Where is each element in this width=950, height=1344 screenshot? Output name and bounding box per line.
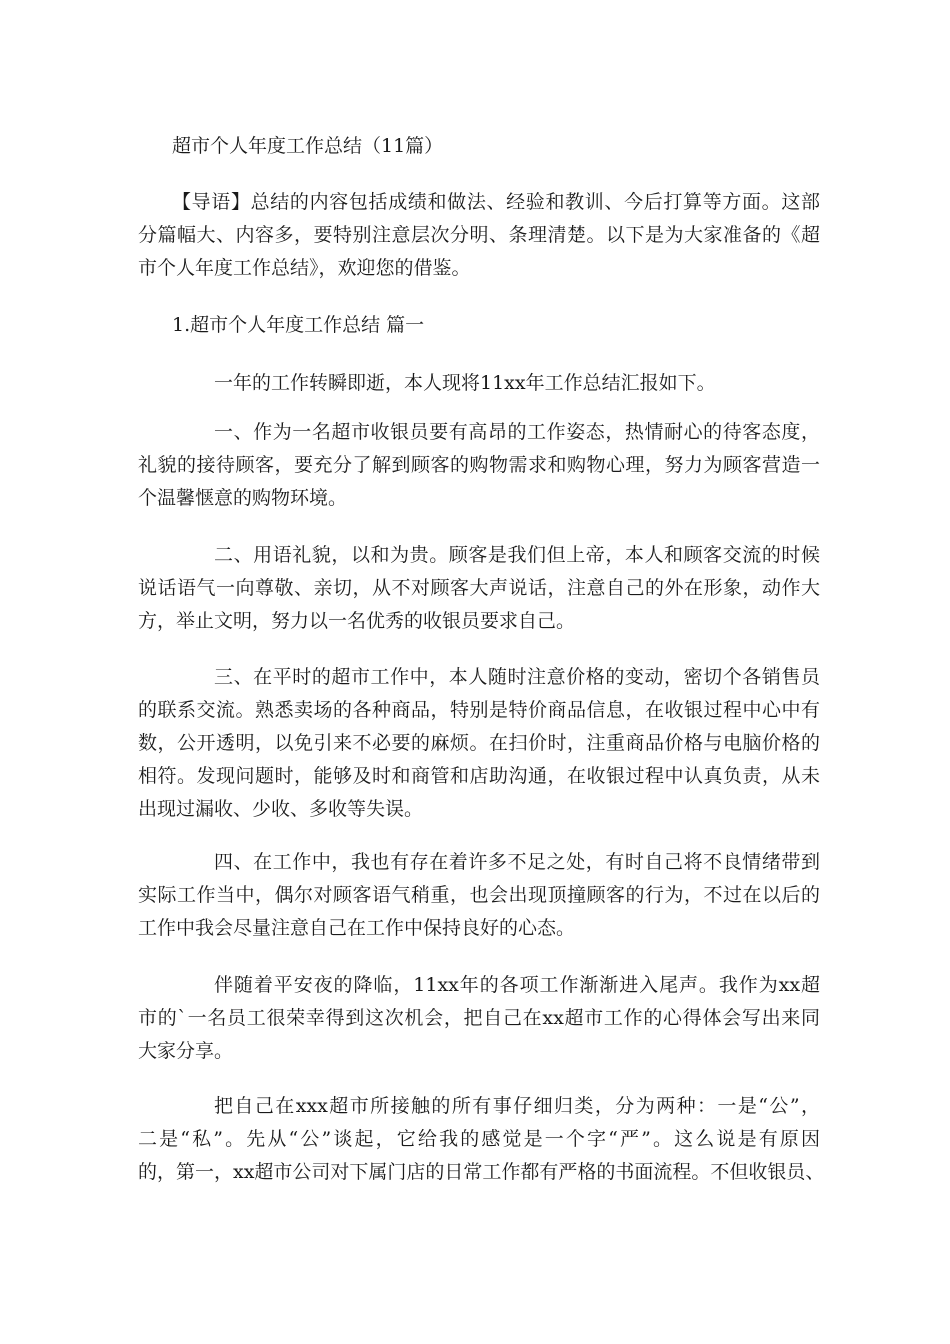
paragraph-line: 大家分享。 [138,1040,234,1062]
paragraph-line: 把自己在xxx超市所接触的所有事仔细归类，分为两种：一是“公”， [214,1095,820,1117]
paragraph-line: 二、用语礼貌，以和为贵。顾客是我们但上帝，本人和顾客交流的时候 [214,544,820,566]
paragraph-2 [138,539,820,638]
paragraph-line: 三、在平时的超市工作中，本人随时注意价格的变动，密切个各销售员 [214,666,820,688]
paragraph-line: 二是“私”。先从“公”谈起，它给我的感觉是一个字“严”。这么说是有原因 [138,1128,820,1150]
paragraph-line: 实际工作当中，偶尔对顾客语气稍重，也会出现顶撞顾客的行为，不过在以后的 [138,884,820,906]
paragraph-line: 工作中我会尽量注意自己在工作中保持良好的心态。 [138,917,576,939]
intro-line: 分篇幅大、内容多，要特别注意层次分明、条理清楚。以下是为大家准备的《超 [138,224,820,246]
paragraph-6 [138,1090,825,1189]
paragraph-line: 的联系交流。熟悉卖场的各种商品，特别是特价商品信息，在收银过程中心中有 [138,699,820,721]
paragraph-line: 数，公开透明，以免引来不必要的麻烦。在扫价时，注重商品价格与电脑价格的 [138,732,820,754]
paragraph-5 [138,969,820,1068]
paragraph-line: 市的`一名员工很荣幸得到这次机会，把自己在xx超市工作的心得体会写出来同 [138,1007,820,1029]
paragraph-line: 礼貌的接待顾客，要充分了解到顾客的购物需求和购物心理，努力为顾客营造一 [138,454,820,476]
intro-line: 市个人年度工作总结》，欢迎您的借鉴。 [138,257,471,279]
document-title: 超市个人年度工作总结（11篇） [172,135,444,157]
paragraph-line: 伴随着平安夜的降临，11xx年的各项工作渐渐进入尾声。我作为xx超 [214,974,820,996]
opening-sentence: 一年的工作转瞬即逝，本人现将11xx年工作总结汇报如下。 [214,372,716,394]
paragraph-line: 一、作为一名超市收银员要有高昂的工作姿态，热情耐心的待客态度， [214,421,820,443]
paragraph-line: 方，举止文明，努力以一名优秀的收银员要求自己。 [138,610,576,632]
paragraph-line: 的，第一，xx超市公司对下属门店的日常工作都有严格的书面流程。不但收银员、 [138,1161,825,1183]
section-heading: 1.超市个人年度工作总结 篇一 [172,314,425,336]
intro-line: 【导语】总结的内容包括成绩和做法、经验和教训、今后打算等方面。这部 [172,191,820,213]
paragraph-4 [138,846,820,945]
paragraph-line: 四、在工作中，我也有存在着许多不足之处，有时自己将不良情绪带到 [214,851,820,873]
paragraph-3 [138,661,820,826]
paragraph-1 [138,416,820,515]
paragraph-line: 出现过漏收、少收、多收等失误。 [138,798,424,820]
paragraph-line: 个温馨惬意的购物环境。 [138,487,348,509]
paragraph-line: 说话语气一向尊敬、亲切，从不对顾客大声说话，注意自己的外在形象，动作大 [138,577,820,599]
intro-paragraph [138,186,820,285]
paragraph-line: 相符。发现问题时，能够及时和商管和店助沟通，在收银过程中认真负责，从未 [138,765,820,787]
